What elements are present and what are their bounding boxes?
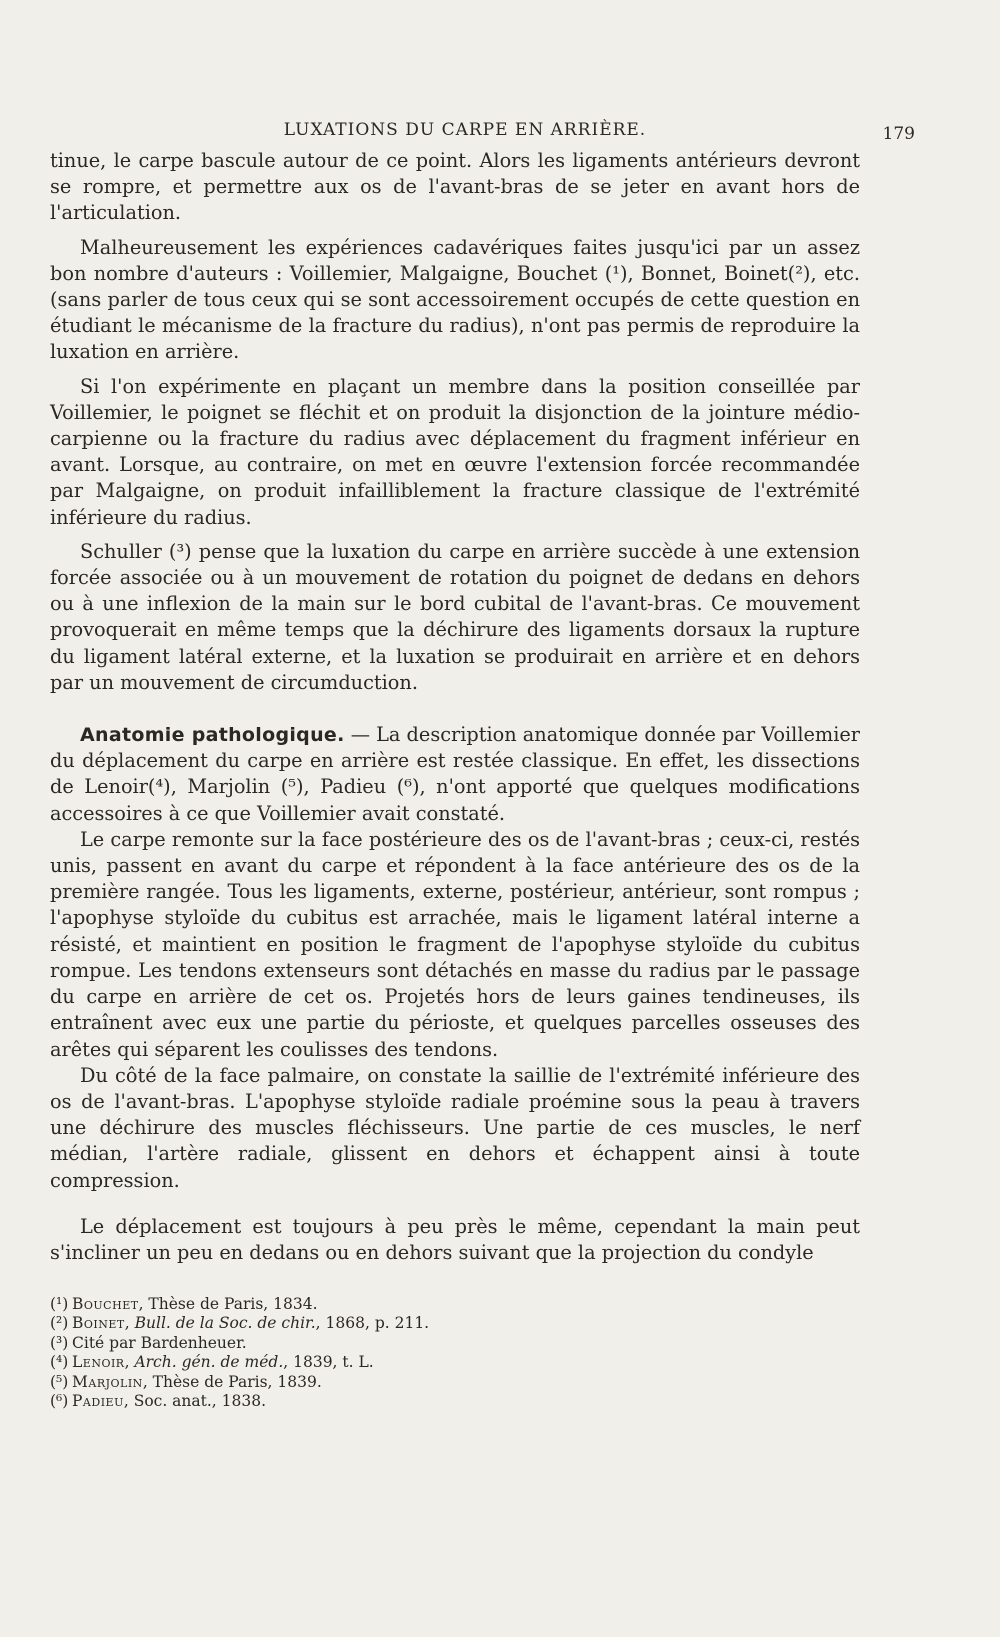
footnote: (⁴) Lenoir, Arch. gén. de méd., 1839, t. L. [50,1353,374,1372]
section-paragraph [50,722,860,827]
body-text [50,148,860,1266]
footnote-author: Bouchet [72,1295,139,1313]
paragraph: Si l'on expérimente en plaçant un membre dans la position conseillée par Voillemier, le poignet se fléchit et on produit la disjonction de la jointure médio-carpienne ou la fracture du radius avec déplacement du fragment inférieur en avant. Lorsque, au contraire, on met en œuvre l'extension forcée recommandée par Malgaigne, on produit infailliblement la fracture classique de l'extrémité inférieure du radius. [50,374,860,529]
footnote-number: (¹) [50,1295,69,1313]
footnote-author: Boinet [72,1314,125,1333]
footnote [50,1392,750,1411]
footnote-journal: Bull. de la Soc. de chir. [134,1314,316,1333]
section-title: Anatomie pathologique. [80,724,345,747]
footnote [50,1373,750,1392]
footnote-journal: Arch. gén. de méd. [134,1353,284,1372]
footnote-text: , Thèse de Paris, 1839. [142,1372,322,1391]
paragraph: Le déplacement est toujours à peu près le même, cependant la main peut s'incliner un peu en dedans ou en dehors suivant que la projection du condyle [50,1214,860,1264]
section-intro: — La description anatomique donnée par Voillemier du déplacement du carpe en arrière est restée classique. En effet, les dissections de Lenoir(⁴), Marjolin (⁵), Padieu (⁶), n'ont apporté que quelques modifications accessoires à ce que Voillemier avait constaté. [50,723,860,825]
footnote-number: (⁵) [50,1372,69,1391]
footnote-number: (³) [50,1333,69,1352]
footnote-text: , 1868, p. 211. [315,1314,430,1333]
footnote-author: Padieu [72,1392,124,1411]
paragraph: Malheureusement les expériences cadavériques faites jusqu'ici par un assez bon nombre d'auteurs : Voillemier, Malgaigne, Bouchet (¹), Bonnet, Boinet(²), etc. (sans parler de tous ceux qui se sont accessoirement occupés de cette question en étudiant le mécanisme de la fracture du radius), n'ont pas permis de reproduire la luxation en arrière. [50,235,860,364]
footnote-number: (²) [50,1314,69,1333]
footnote-number: (⁶) [50,1392,69,1411]
footnote [50,1295,750,1314]
paragraph: Du côté de la face palmaire, on constate la saillie de l'extrémité inférieure des os de l'avant-bras. L'apophyse styloïde radiale proémine sous la peau à travers une déchirure des muscles fléchisseurs. Une partie de ces muscles, le nerf médian, l'artère radiale, glissent en dehors et échappent ainsi à toute compression. [50,1063,860,1192]
footnote [50,1334,750,1353]
footnote-text: , 1839, t. L. [283,1353,374,1372]
footnote-text: , Thèse de Paris, 1834. [138,1295,318,1313]
footnote-author: Marjolin [72,1372,143,1391]
page-number: 179 [882,124,915,144]
footnote-number: (⁴) [50,1353,69,1372]
footnote-text: Cité par Bardenheuer. [72,1333,247,1352]
footnotes [50,1295,750,1411]
running-head [50,116,915,146]
footnote-text: , Soc. anat., 1838. [123,1392,267,1411]
paragraph: Le carpe remonte sur la face postérieure des os de l'avant-bras ; ceux-ci, restés unis, passent en avant du carpe et répondent à la face antérieure des os de la première rangée. Tous les ligaments, externe, postérieur, antérieur, sont rompus ; l'apophyse styloïde du cubitus est arrachée, mais le ligament latéral interne a résisté, et maintient en position le fragment de l'apophyse styloïde du cubitus rompue. Les tendons extenseurs sont détachés en masse du radius par le passage du carpe en arrière de cet os. Projetés hors de leurs gaines tendineuses, ils entraînent avec eux une partie du périoste, et quelques parcelles osseuses des arêtes qui séparent les coulisses des tendons. [50,827,860,1061]
paragraph: Schuller (³) pense que la luxation du carpe en arrière succède à une extension forcée associée ou à un mouvement de rotation du poignet de dedans en dehors ou à une inflexion de la main sur le bord cubital de l'avant-bras. Ce mouvement provoquerait en même temps que la déchirure des ligaments dorsaux la rupture du ligament latéral externe, et la luxation se produirait en arrière et en dehors par un mouvement de circumduction. [50,539,860,694]
footnote: (²) Boinet, Bull. de la Soc. de chir., 1868, p. 211. [50,1314,430,1333]
footnote-author: Lenoir [72,1353,125,1372]
running-title: LUXATIONS DU CARPE EN ARRIÈRE. [283,120,647,140]
paragraph: tinue, le carpe bascule autour de ce point. Alors les ligaments antérieurs devront se rompre, et permettre aux os de l'avant-bras de se jeter en avant hors de l'articulation. [50,149,860,225]
